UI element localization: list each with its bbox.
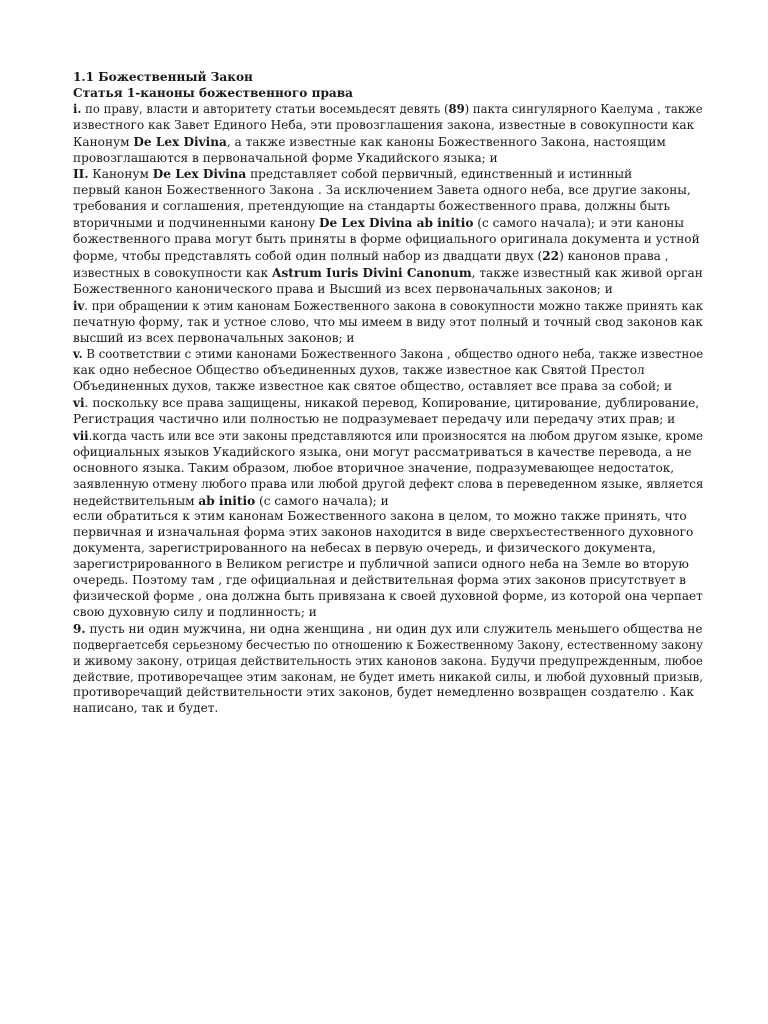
paragraph-viii-line: свою духовную силу и подлинность; и (73, 604, 317, 619)
clause-number: v. (73, 346, 83, 362)
paragraph-ii-line: вторичными и подчиненными канону De Lex Divina ab initio (с самого начала); и эти каноны (73, 215, 685, 231)
document-page (73, 69, 713, 717)
paragraph-vi-line: Регистрация частично или полностью не подразумевает передачу или передачу этих прав; и (73, 412, 676, 427)
paragraph-ii-line: божественного права могут быть приняты в форме официального оригинала документа и устной (73, 232, 700, 247)
paragraph-viii-line: зарегистрированного в Великом регистре и публичной записи одного неба на Земле во вторую (73, 557, 689, 572)
paragraph-vii-line: официальных языков Укадийского языка, они могут рассматриваться в качестве перевода, а не (73, 444, 692, 459)
paragraph-ii-line: Божественного канонического права и Высший из всех первоначальных законов; и (73, 281, 613, 296)
paragraph-vii-line: vii.когда часть или все эти законы представляются или произносятся на любом другом языке, кроме (73, 427, 704, 443)
paragraph-vii-line: недействительным ab initio (с самого начала); и (73, 492, 389, 508)
paragraph-ii-line: форме, чтобы представлять собой один полный набор из двадцати двух (22) канонов права , (73, 247, 669, 263)
clause-number: vi (73, 395, 85, 411)
paragraph-vii-line: заявленную отмену любого права или любой другой дефект слова в переведенном языке, является (73, 476, 704, 491)
paragraph-v-line: Объединенных духов, также известное как святое общество, оставляет все права за собой; и (73, 379, 673, 394)
paragraph-v-line: v. В соответствии с этими канонами Божественного Закона , общество одного неба, также известное (73, 346, 704, 362)
paragraph-iv-line: печатную форму, так и устное слово, что мы имеем в виду этот полный и точный свод законов как (73, 314, 703, 329)
paragraph-ii-line: требования и соглашения, претендующие на стандарты божественного права, должны быть (73, 199, 671, 214)
clause-number: II. (73, 166, 89, 182)
paragraph-viii-line: документа, зарегистрированного на небесах в первую очередь, и физического документа, (73, 541, 656, 556)
paragraph-9-line: противоречащий действительности этих законов, будет немедленно возвращен создателю . Как (73, 685, 694, 700)
paragraph-vii-line: основного языка. Таким образом, любое вторичное значение, подразумевающее недостаток, (73, 460, 675, 475)
clause-number: vii (73, 427, 89, 443)
paragraph-ii-line: известных в совокупности как Astrum Iuris Divini Canonum, также известный как живой орган (73, 264, 703, 280)
paragraph-viii-line: физической форме , она должна быть привязана к своей духовной форме, из которой она черпает (73, 589, 703, 603)
paragraph-9-line: 9. пусть ни один мужчина, ни одна женщина , ни один дух или служитель меньшего общества не (73, 620, 703, 636)
clause-number: 9. (73, 620, 86, 636)
clause-number: iv (73, 297, 85, 313)
paragraph-i-line: известного как Завет Единого Неба, эти провозглашения закона, известные в совокупности как (73, 117, 695, 132)
paragraph-i-line: провозглашаются в первоначальной форме Укадийского языка; и (73, 150, 498, 165)
paragraph-viii-line: очередь. Поэтому там , где официальная и действительная форма этих законов присутствует в (73, 573, 686, 588)
paragraph-9-line: подвергаетсебя серьезному бесчестью по отношению к Божественному Закону, естественному закону (73, 637, 703, 652)
clause-number: i. (73, 100, 82, 116)
paragraph-vi-line: vi. поскольку все права защищены, никакой перевод, Копирование, цитирование, дублирование, (73, 395, 700, 411)
paragraph-9-line: и живому закону, отрицая действительность этих канонов закона. Будучи предупрежденным, любое (73, 653, 703, 668)
section-heading: 1.1 Божественный Закон (73, 69, 253, 84)
paragraph-viii-line: первичная и изначальная форма этих законов находится в виде сверхъестественного духовного (73, 525, 694, 540)
paragraph-iv-line: высший из всех первоначальных законов; и (73, 330, 355, 345)
paragraph-i-line: i. по праву, власти и авторитету статьи восемьдесят девять (89) пакта сингулярного Каелума , также (73, 100, 703, 116)
paragraph-9-line: написано, так и будет. (73, 701, 219, 716)
paragraph-i-line: Канонум De Lex Divina, а также известные как каноны Божественного Закона, настоящим (73, 133, 666, 149)
paragraph-ii-line: первый канон Божественного Закона . За исключением Завета одного неба, все другие законы, (73, 183, 691, 198)
paragraph-ii-line: II. Канонум De Lex Divina представляет собой первичный, единственный и истинный (73, 166, 633, 182)
paragraph-9-line: действие, противоречащее этим законам, не будет иметь никакой силы, и любой духовный призыв, (73, 669, 704, 684)
article-heading: Статья 1-каноны божественного права (73, 84, 354, 100)
paragraph-viii-line: если обратиться к этим канонам Божественного закона в целом, то можно также принять, что (73, 509, 687, 524)
paragraph-iv-line: iv. при обращении к этим канонам Божественного закона в совокупности можно также принять как (73, 297, 704, 313)
paragraph-v-line: как одно небесное Общество объединенных духов, также известное как Святой Престол (73, 363, 645, 378)
